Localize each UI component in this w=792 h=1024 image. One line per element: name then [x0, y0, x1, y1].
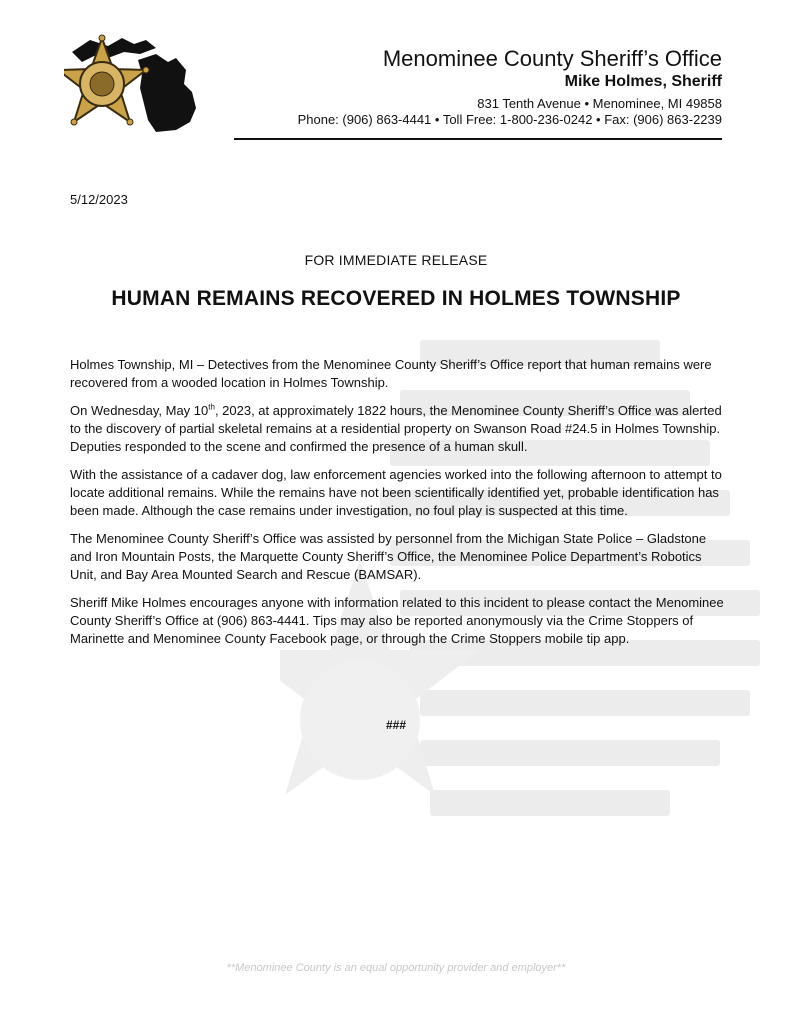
- paragraph-2-start: On Wednesday, May 10: [70, 403, 209, 418]
- ordinal-suffix: th: [208, 402, 215, 412]
- body-paragraph-2: [70, 402, 730, 456]
- release-label: FOR IMMEDIATE RELEASE: [304, 252, 488, 268]
- letterhead-address: 831 Tenth Avenue • Menominee, MI 49858: [477, 96, 722, 111]
- letterhead-phone-line: Phone: (906) 863-4441 • Toll Free: 1-800-236-0242 • Fax: (906) 863-2239: [297, 112, 722, 127]
- letterhead-sheriff-name: Mike Holmes, Sheriff: [564, 73, 722, 90]
- body-paragraph-3: With the assistance of a cadaver dog, law enforcement agencies worked into the following afternoon to attempt to locate additional remains. While the remains have not been scientifically identified yet, probable identification has been made. Although the case remains under investigation, no foul play is suspected at this time.: [70, 467, 722, 518]
- letterhead-office-name: Menominee County Sheriff’s Office: [382, 46, 722, 71]
- release-date: 5/12/2023: [70, 192, 128, 207]
- body-paragraph-1: Holmes Township, MI – Detectives from the Menominee County Sheriff’s Office report that human remains were recovered from a wooded location in Holmes Township.: [70, 357, 712, 390]
- letterhead-divider: [234, 138, 722, 140]
- body-content: [70, 356, 730, 658]
- body-paragraph-4: The Menominee County Sheriff’s Office was assisted by personnel from the Michigan State Police – Gladstone and Iron Mountain Posts, the Marquette County Sheriff’s Office, the Menominee Police Department’s Robotics Unit, and Bay Area Mounted Search and Rescue (BAMSAR).: [70, 531, 707, 582]
- footer-disclaimer: **Menominee County is an equal opportunity provider and employer**: [226, 962, 566, 974]
- sheriff-badge-logo: [64, 18, 214, 138]
- page-title: HUMAN REMAINS RECOVERED IN HOLMES TOWNSHIP: [111, 287, 681, 310]
- paragraph-2-rest: , 2023, at approximately 1822 hours, the Menominee County Sheriff’s Office was alerted to the discovery of partial skeletal remains at a residential property on Swanson Road #24.5 in Holmes Township. Deputies responded to the scene and confirmed the presence of a human skull.: [70, 403, 722, 454]
- body-paragraph-5: Sheriff Mike Holmes encourages anyone with information related to this incident to please contact the Menominee County Sheriff’s Office at (906) 863-4441. Tips may also be reported anonymously via the Crime Stoppers of Marinette and Menominee County Facebook page, or through the Crime Stoppers mobile tip app.: [70, 595, 724, 646]
- end-of-release-mark: ###: [385, 718, 407, 732]
